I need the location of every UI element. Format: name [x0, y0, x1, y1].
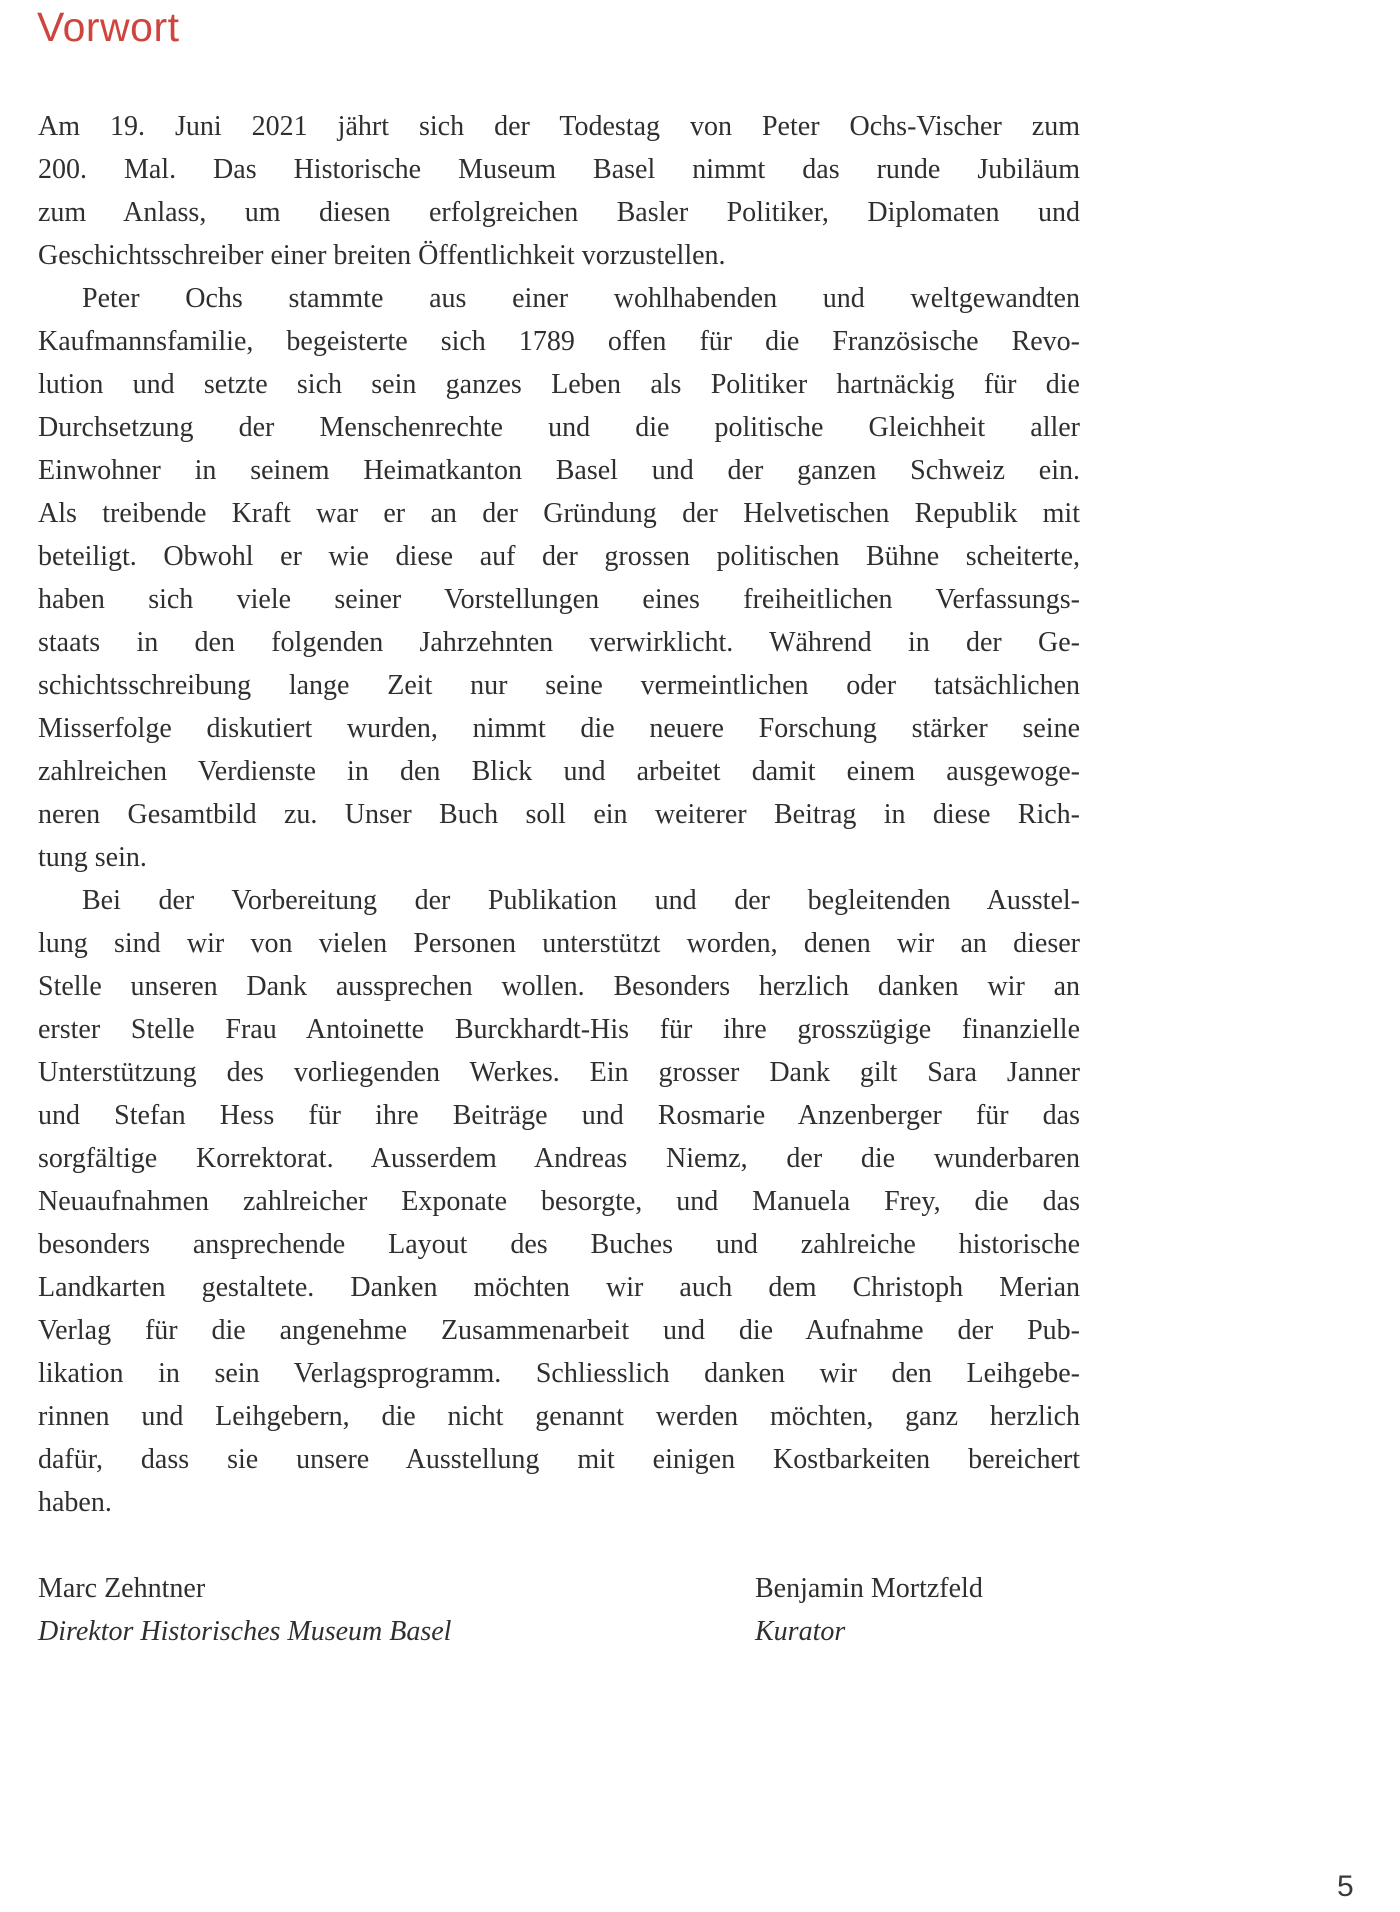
text-line: besonders ansprechende Layout des Buches und zahlreiche historische — [38, 1229, 1080, 1260]
text-line: tung sein. — [38, 842, 147, 873]
text-line: Geschichtsschreiber einer breiten Öffentlichkeit vorzustellen. — [38, 240, 726, 271]
text-line: lution und setzte sich sein ganzes Leben als Politiker hartnäckig für die — [38, 369, 1080, 400]
signature-role: Direktor Historisches Museum Basel — [38, 1616, 452, 1647]
text-line: dafür, dass sie unsere Ausstellung mit einigen Kostbarkeiten bereichert — [38, 1444, 1080, 1475]
text-line: staats in den folgenden Jahrzehnten verwirklicht. Während in der Ge- — [38, 627, 1080, 658]
text-line: beteiligt. Obwohl er wie diese auf der grossen politischen Bühne scheiterte, — [38, 541, 1080, 572]
text-line: Landkarten gestaltete. Danken möchten wir auch dem Christoph Merian — [38, 1272, 1080, 1303]
text-line: rinnen und Leihgebern, die nicht genannt werden möchten, ganz herzlich — [38, 1401, 1080, 1432]
text-line: zahlreichen Verdienste in den Blick und arbeitet damit einem ausgewoge- — [38, 756, 1080, 787]
text-line: Kaufmannsfamilie, begeisterte sich 1789 offen für die Französische Revo- — [38, 326, 1080, 357]
text-line: Als treibende Kraft war er an der Gründung der Helvetischen Republik mit — [38, 498, 1080, 529]
text-line: und Stefan Hess für ihre Beiträge und Rosmarie Anzenberger für das — [38, 1100, 1080, 1131]
signature-right — [755, 1567, 1080, 1653]
text-line: Am 19. Juni 2021 jährt sich der Todestag von Peter Ochs-Vischer zum — [38, 111, 1080, 142]
text-line: Neuaufnahmen zahlreicher Exponate besorgte, und Manuela Frey, die das — [38, 1186, 1080, 1217]
signature-name: Benjamin Mortzfeld — [755, 1573, 983, 1604]
signature-block — [38, 1567, 1080, 1653]
text-line: haben sich viele seiner Vorstellungen eines freiheitlichen Verfassungs- — [38, 584, 1080, 615]
text-line: zum Anlass, um diesen erfolgreichen Basler Politiker, Diplomaten und — [38, 197, 1080, 228]
text-line: Unterstützung des vorliegenden Werkes. Ein grosser Dank gilt Sara Janner — [38, 1057, 1080, 1088]
text-line: sorgfältige Korrektorat. Ausserdem Andreas Niemz, der die wunderbaren — [38, 1143, 1080, 1174]
text-line: Stelle unseren Dank aussprechen wollen. Besonders herzlich danken wir an — [38, 971, 1080, 1002]
text-line: erster Stelle Frau Antoinette Burckhardt-His für ihre grosszügige finanzielle — [38, 1014, 1080, 1045]
text-line: 200. Mal. Das Historische Museum Basel nimmt das runde Jubiläum — [38, 154, 1080, 185]
text-line: Durchsetzung der Menschenrechte und die politische Gleichheit aller — [38, 412, 1080, 443]
text-line: schichtsschreibung lange Zeit nur seine vermeintlichen oder tatsächlichen — [38, 670, 1080, 701]
text-line: likation in sein Verlagsprogramm. Schliesslich danken wir den Leihgebe- — [38, 1358, 1080, 1389]
text-line: haben. — [38, 1487, 112, 1518]
text-line: lung sind wir von vielen Personen unterstützt worden, denen wir an dieser — [38, 928, 1080, 959]
page-title: Vorwort — [37, 4, 180, 50]
text-line: Bei der Vorbereitung der Publikation und der begleitenden Ausstel- — [82, 885, 1080, 916]
text-line: Misserfolge diskutiert wurden, nimmt die neuere Forschung stärker seine — [38, 713, 1080, 744]
page-number: 5 — [1337, 1870, 1354, 1903]
signature-name: Marc Zehntner — [38, 1573, 206, 1604]
text-line: Verlag für die angenehme Zusammenarbeit und die Aufnahme der Pub- — [38, 1315, 1080, 1346]
text-line: neren Gesamtbild zu. Unser Buch soll ein weiterer Beitrag in diese Rich- — [38, 799, 1080, 830]
text-line: Peter Ochs stammte aus einer wohlhabenden und weltgewandten — [82, 283, 1080, 314]
signature-left — [38, 1567, 755, 1653]
text-line: Einwohner in seinem Heimatkanton Basel und der ganzen Schweiz ein. — [38, 455, 1080, 486]
signature-role: Kurator — [755, 1616, 846, 1647]
body-paragraphs — [38, 105, 1080, 1524]
